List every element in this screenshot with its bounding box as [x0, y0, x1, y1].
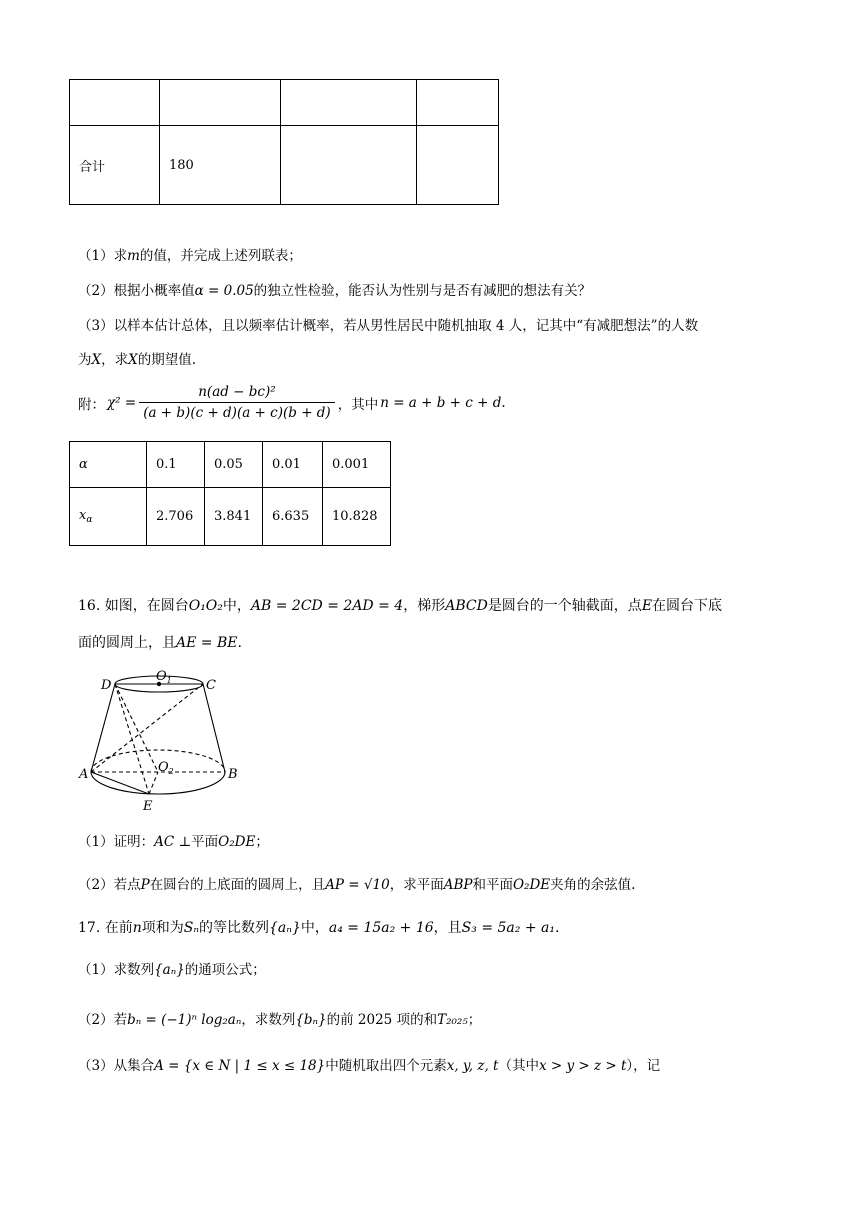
table-cell: 10.828: [323, 488, 391, 546]
label-a: A: [79, 767, 89, 782]
q15-part3-line2: 为X，求X的期望值.: [78, 352, 197, 368]
table-cell: 0.1: [147, 442, 205, 488]
table-cell: [160, 80, 281, 126]
q15-part2: （2）根据小概率值α = 0.05的独立性检验，能否认为性别与是否有减肥的想法有关？: [78, 283, 592, 299]
table-cell: 2.706: [147, 488, 205, 546]
total-label-cell: 合计: [70, 126, 160, 205]
table-cell: [281, 80, 417, 126]
q15-part1: （1）求m的值，并完成上述列联表；: [78, 248, 302, 264]
q17-part1: （1）求数列{aₙ}的通项公式；: [78, 962, 266, 978]
formula-fraction: [139, 384, 335, 421]
label-b: B: [228, 767, 238, 782]
q16-line2: 面的圆周上，且AE = BE.: [78, 635, 242, 651]
q16-part2: （2）若点P在圆台的上底面的圆周上，且AP = √10，求平面ABP和平面O₂DE夹角的余弦值.: [78, 877, 636, 893]
formula-numerator: n(ad − bc)²: [198, 384, 276, 400]
label-d: D: [101, 678, 112, 693]
contingency-table: [69, 79, 499, 205]
q17-part2: （2）若bₙ = (−1)ⁿ log₂aₙ，求数列{bₙ}的前 2025 项的和T₂₀₂₅；: [78, 1012, 482, 1028]
q17-part3: （3）从集合A = {x ∈ N | 1 ≤ x ≤ 18}中随机取出四个元素x, y, z, t（其中x > y > z > t），记: [78, 1058, 661, 1074]
q16-line1: 16. 如图，在圆台O₁O₂中，AB = 2CD = 2AD = 4，梯形ABCD是圆台的一个轴截面，点E在圆台下底: [78, 598, 723, 614]
table-cell: 6.635: [263, 488, 323, 546]
chi-square-formula: 附： χ² = $\frac{\text{n(ad − bc)²}}{(a + b)(c + d)(a + c)(b + d)}$ ，其中 n = a + b + c + d .: [78, 384, 506, 421]
formula-denominator: (a + b)(c + d)(a + c)(b + d): [139, 402, 335, 421]
table-cell: [417, 126, 499, 205]
bottom-base-front-arc: [91, 772, 225, 794]
table-cell: 0.05: [205, 442, 263, 488]
label-o2: $O_2$: [158, 760, 174, 776]
table-cell: [281, 126, 417, 205]
critical-value-table: [69, 441, 391, 546]
total-value-cell: 180: [160, 126, 281, 205]
label-c: C: [206, 678, 216, 693]
table-cell: 0.001: [323, 442, 391, 488]
x-alpha-header-cell: $x_\alpha$: [70, 488, 147, 546]
q17-line1: 17. 在前n项和为Sₙ的等比数列{aₙ}中，a₄ = 15a₂ + 16，且S₃ = 5a₂ + a₁.: [78, 920, 560, 936]
table-cell: [417, 80, 499, 126]
label-e: E: [143, 799, 153, 814]
alpha-header-cell: α: [70, 442, 147, 488]
frustum-figure: [74, 664, 244, 814]
table-cell: 0.01: [263, 442, 323, 488]
table-cell: [70, 80, 160, 126]
q15-part3-line1: （3）以样本估计总体，且以频率估计概率，若从男性居民中随机抽取 4 人，记其中“有减肥想法”的人数: [78, 318, 699, 334]
label-o1: $O_1$: [156, 669, 172, 685]
table-cell: 3.841: [205, 488, 263, 546]
q16-part1: （1）证明：AC ⊥平面O₂DE；: [78, 834, 269, 850]
